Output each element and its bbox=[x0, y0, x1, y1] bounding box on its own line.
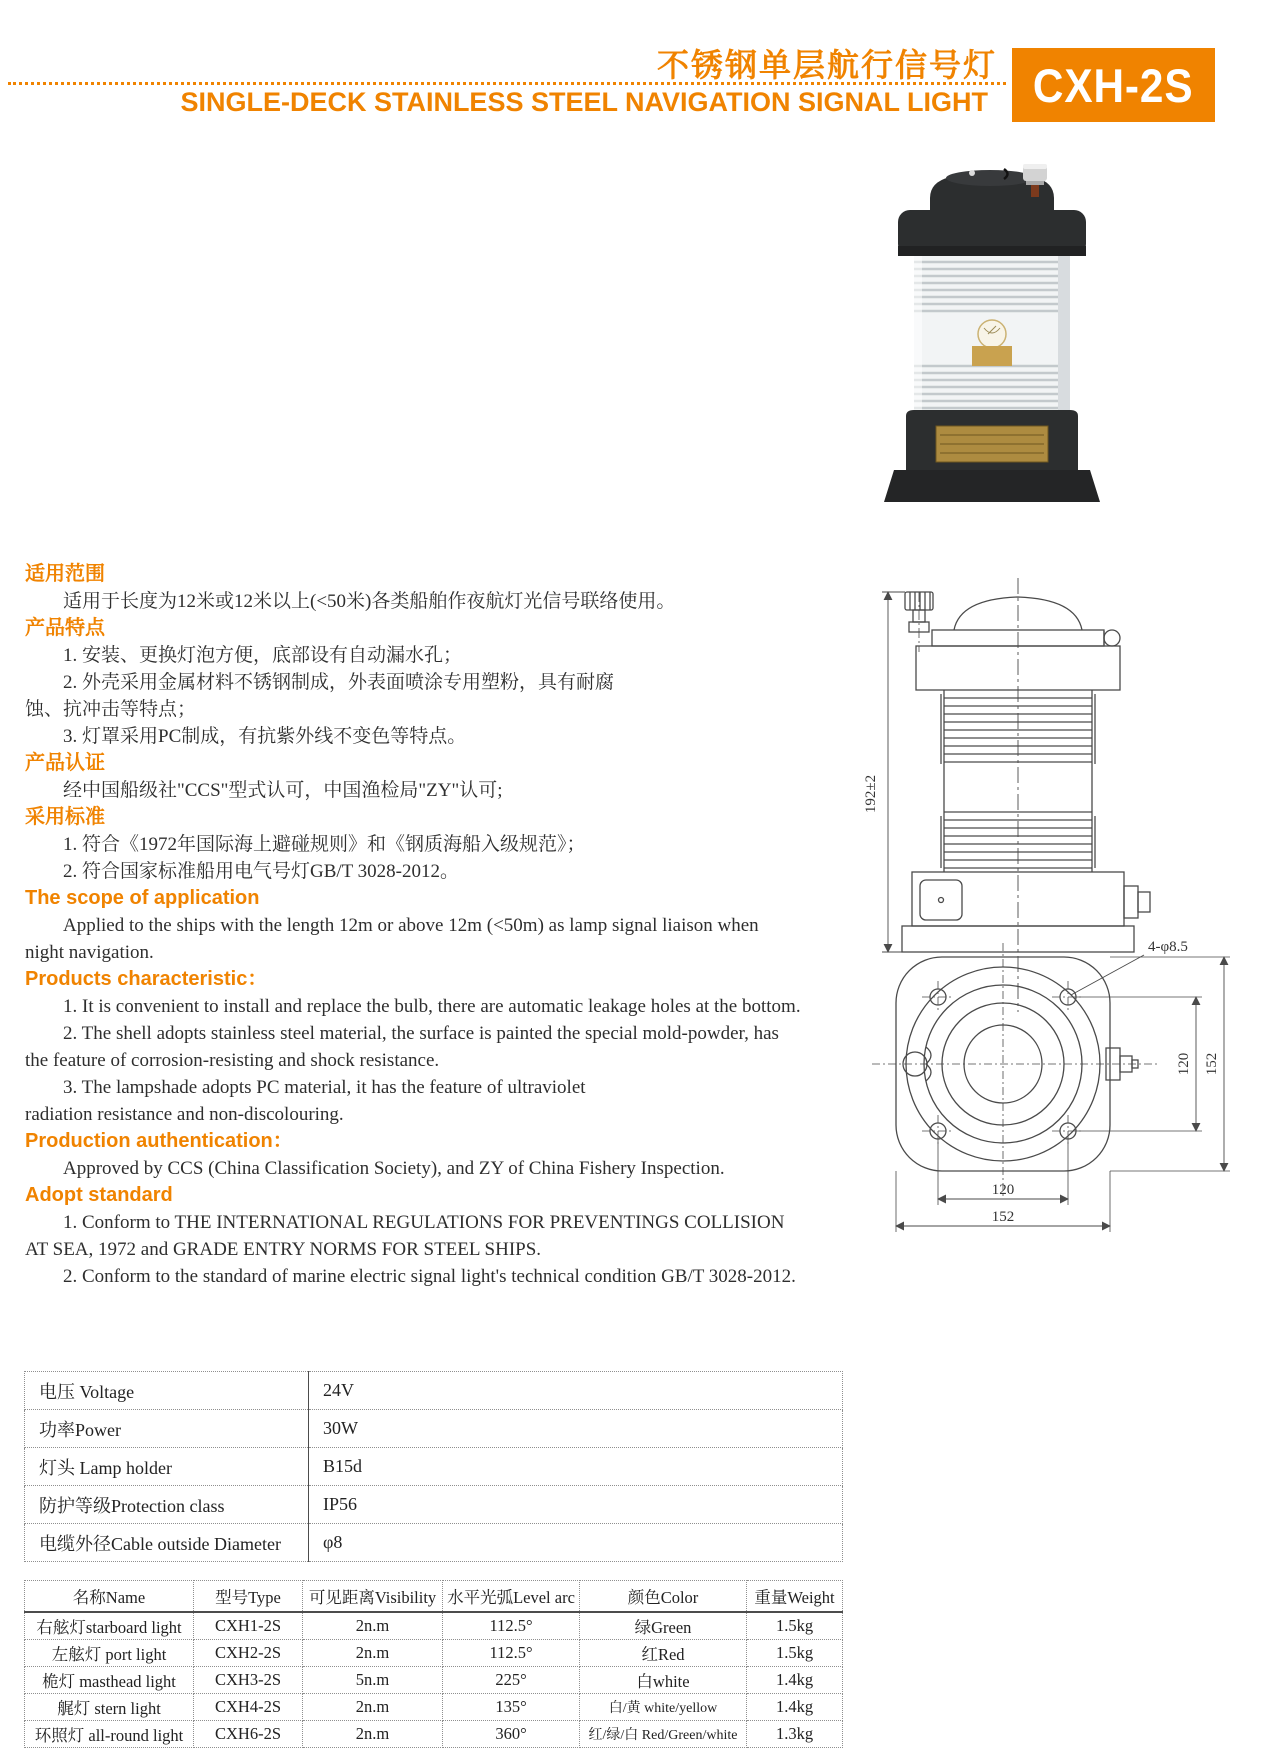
page-title-en: SINGLE-DECK STAINLESS STEEL NAVIGATION SIGNAL LIGHT bbox=[180, 87, 988, 117]
spec-row bbox=[25, 1410, 843, 1448]
spec-table bbox=[24, 1371, 843, 1562]
models-row bbox=[25, 1667, 843, 1694]
models-header-cell: 颜色Color bbox=[580, 1581, 747, 1613]
photo-cap bbox=[898, 164, 1086, 256]
dim-height-label: 192±2 bbox=[863, 774, 879, 814]
content-sections bbox=[25, 561, 865, 1290]
dim-152-horizontal: 152 bbox=[991, 1209, 1015, 1225]
section-line: night navigation. bbox=[25, 942, 154, 963]
models-header-cell: 型号Type bbox=[194, 1581, 303, 1613]
spec-label: 防护等级Protection class bbox=[25, 1486, 309, 1524]
models-cell: 1.4kg bbox=[747, 1667, 843, 1694]
spec-row bbox=[25, 1372, 843, 1410]
section-line: Applied to the ships with the length 12m or above 12m (<50m) as lamp signal liaison when bbox=[63, 915, 759, 936]
spec-value: 30W bbox=[309, 1410, 843, 1448]
section-line: 适用于长度为12米或12米以上(<50米)各类船舶作夜航灯光信号联络使用。 bbox=[63, 591, 676, 612]
spec-value: B15d bbox=[309, 1448, 843, 1486]
section-line: 3. The lampshade adopts PC material, it has the feature of ultraviolet bbox=[63, 1077, 586, 1098]
section-line: 1. 符合《1972年国际海上避碰规则》和《钢质海船入级规范》； bbox=[63, 834, 586, 855]
models-cell: 白white bbox=[580, 1667, 747, 1694]
dim-holes-label: 4-φ8.5 bbox=[1148, 939, 1188, 955]
models-cell: 右舷灯starboard light bbox=[25, 1612, 194, 1640]
models-header-cell: 可见距离Visibility bbox=[303, 1581, 443, 1613]
section-line: the feature of corrosion-resisting and shock resistance. bbox=[25, 1050, 440, 1071]
spec-label: 灯头 Lamp holder bbox=[25, 1448, 309, 1486]
models-cell: CXH1-2S bbox=[194, 1612, 303, 1640]
section-heading: 适用范围 bbox=[25, 563, 105, 585]
spec-row bbox=[25, 1486, 843, 1524]
spec-value: 24V bbox=[309, 1372, 843, 1410]
models-cell: 白/黄 white/yellow bbox=[580, 1694, 747, 1721]
dim-120-vertical: 120 bbox=[1176, 1052, 1192, 1076]
models-cell: 绿Green bbox=[580, 1612, 747, 1640]
section-line: AT SEA, 1972 and GRADE ENTRY NORMS FOR STEEL SHIPS. bbox=[25, 1239, 542, 1260]
models-cell: 112.5° bbox=[443, 1612, 580, 1640]
section-heading: Production authentication： bbox=[25, 1130, 293, 1152]
models-header-cell: 名称Name bbox=[25, 1581, 194, 1613]
spec-label: 电压 Voltage bbox=[25, 1372, 309, 1410]
section-heading: The scope of application bbox=[25, 887, 260, 909]
section-line: 经中国船级社"CCS"型式认可，中国渔检局"ZY"认可; bbox=[63, 780, 503, 801]
models-cell: 艉灯 stern light bbox=[25, 1694, 194, 1721]
section-line: 3. 灯罩采用PC制成，有抗紫外线不变色等特点。 bbox=[63, 726, 467, 747]
section-heading: 产品认证 bbox=[25, 752, 105, 774]
models-cell: CXH2-2S bbox=[194, 1640, 303, 1667]
models-cell: 1.3kg bbox=[747, 1721, 843, 1748]
product-photo bbox=[872, 158, 1112, 508]
models-cell: 桅灯 masthead light bbox=[25, 1667, 194, 1694]
section-line: Approved by CCS (China Classification Society), and ZY of China Fishery Inspection. bbox=[63, 1158, 725, 1179]
models-row bbox=[25, 1612, 843, 1640]
models-cell: 2n.m bbox=[303, 1640, 443, 1667]
models-cell: 2n.m bbox=[303, 1612, 443, 1640]
bottom-view-outline bbox=[872, 943, 1230, 1232]
section-heading: 产品特点 bbox=[25, 617, 105, 639]
models-cell: 1.5kg bbox=[747, 1612, 843, 1640]
spec-label: 功率Power bbox=[25, 1410, 309, 1448]
models-cell: CXH3-2S bbox=[194, 1667, 303, 1694]
models-header-cell: 水平光弧Level arc bbox=[443, 1581, 580, 1613]
section-line: 2. 外壳采用金属材料不锈钢制成，外表面喷涂专用塑粉，具有耐腐 bbox=[63, 672, 615, 693]
section-line: 2. 符合国家标准船用电气号灯GB/T 3028-2012。 bbox=[63, 861, 460, 882]
section-line: 1. 安装、更换灯泡方便，底部设有自动漏水孔； bbox=[63, 645, 463, 666]
models-cell: 360° bbox=[443, 1721, 580, 1748]
models-cell: 5n.m bbox=[303, 1667, 443, 1694]
models-cell: 2n.m bbox=[303, 1721, 443, 1748]
models-cell: 112.5° bbox=[443, 1640, 580, 1667]
photo-base bbox=[884, 410, 1100, 502]
models-cell: 左舷灯 port light bbox=[25, 1640, 194, 1667]
models-row bbox=[25, 1721, 843, 1748]
spec-row bbox=[25, 1524, 843, 1562]
models-cell: 135° bbox=[443, 1694, 580, 1721]
models-cell: CXH4-2S bbox=[194, 1694, 303, 1721]
models-cell: 红/绿/白 Red/Green/white bbox=[580, 1721, 747, 1748]
photo-lens bbox=[914, 256, 1070, 416]
section-heading: 采用标准 bbox=[25, 806, 105, 828]
section-line: 蚀、抗冲击等特点； bbox=[25, 699, 197, 720]
models-row bbox=[25, 1640, 843, 1667]
models-cell: 1.5kg bbox=[747, 1640, 843, 1667]
dim-152-vertical: 152 bbox=[1204, 1052, 1220, 1076]
section-heading: Adopt standard bbox=[25, 1184, 173, 1206]
models-cell: 1.4kg bbox=[747, 1694, 843, 1721]
spec-value: φ8 bbox=[309, 1524, 843, 1562]
models-cell: CXH6-2S bbox=[194, 1721, 303, 1748]
models-table bbox=[24, 1580, 843, 1748]
models-header-row bbox=[25, 1581, 843, 1613]
section-line: 1. It is convenient to install and replace the bulb, there are automatic leakage holes at the bottom. bbox=[63, 996, 801, 1017]
section-heading: Products characteristic： bbox=[25, 968, 268, 990]
models-row bbox=[25, 1694, 843, 1721]
section-line: 1. Conform to THE INTERNATIONAL REGULATIONS FOR PREVENTINGS COLLISION bbox=[63, 1212, 785, 1233]
dim-120-horizontal: 120 bbox=[991, 1182, 1015, 1198]
section-line: 2. Conform to the standard of marine electric signal light's technical condition GB/T 3028-2012. bbox=[63, 1266, 796, 1287]
page-title-cn: 不锈钢单层航行信号灯 bbox=[656, 47, 997, 83]
spec-row bbox=[25, 1448, 843, 1486]
spec-value: IP56 bbox=[309, 1486, 843, 1524]
models-cell: 225° bbox=[443, 1667, 580, 1694]
bottom-view-drawing bbox=[858, 935, 1258, 1245]
models-cell: 2n.m bbox=[303, 1694, 443, 1721]
models-cell: 红Red bbox=[580, 1640, 747, 1667]
section-line: radiation resistance and non-discolouring. bbox=[25, 1104, 344, 1125]
models-header-cell: 重量Weight bbox=[747, 1581, 843, 1613]
model-badge-label: CXH-2S bbox=[1033, 58, 1194, 112]
models-cell: 环照灯 all-round light bbox=[25, 1721, 194, 1748]
spec-label: 电缆外径Cable outside Diameter bbox=[25, 1524, 309, 1562]
section-line: 2. The shell adopts stainless steel material, the surface is painted the special mold-powder, has bbox=[63, 1023, 779, 1044]
header-dotted-rule bbox=[8, 82, 1006, 85]
model-badge bbox=[1012, 48, 1215, 122]
